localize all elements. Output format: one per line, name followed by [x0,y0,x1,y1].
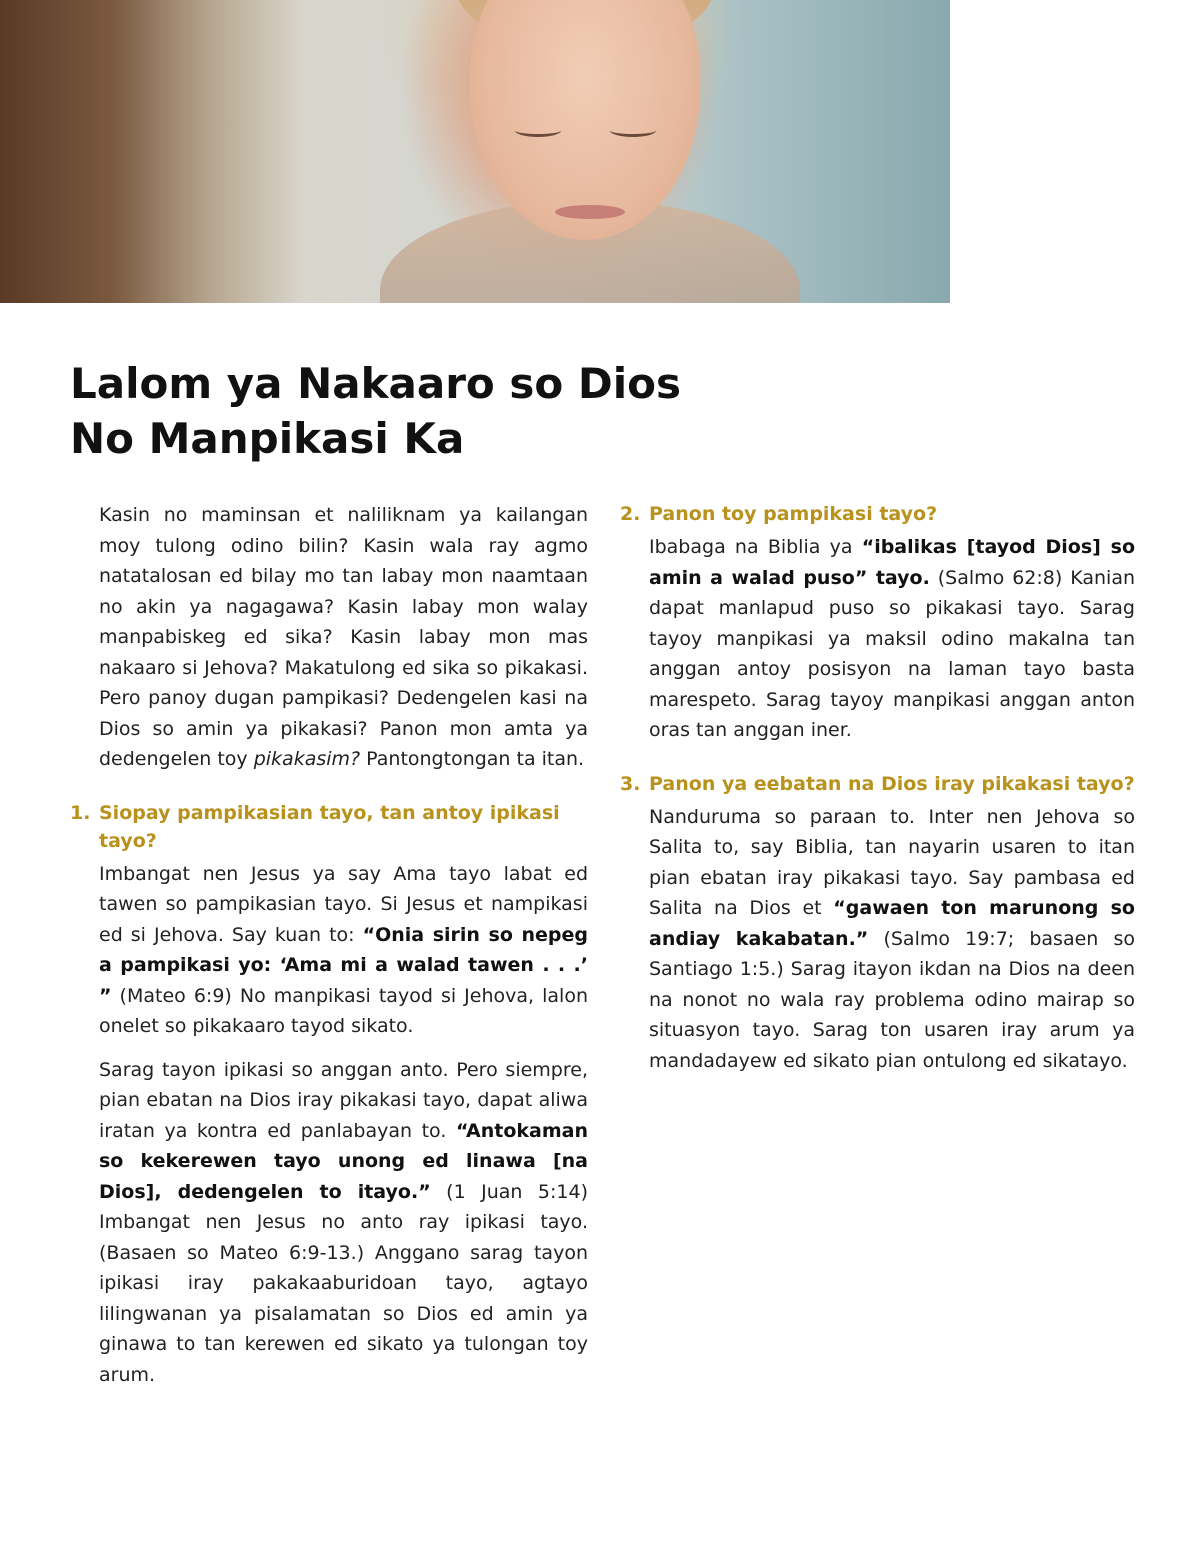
section-2-number: 2. [620,503,641,525]
section-1-paragraph-1 [70,859,588,1042]
section-1-paragraph-2 [70,1055,588,1391]
section-2-heading-text: Panon toy pampikasi tayo? [649,503,938,525]
lesson-number-underline [958,0,1200,303]
section-3-heading [620,770,1135,798]
photo-eye-right [610,124,656,137]
photo-face [470,0,700,240]
section-1-number: 1. [70,801,91,824]
intro-text-b: Pantongtongan ta itan. [360,748,585,770]
photo-lips [555,205,625,219]
s2-text-c: (Salmo 62:8) Kanian dapat manlapud puso so pikakasi tayo. Sarag tayoy manpikasi ya maksil odino makalna tan anggan antoy posisyon na laman tayo basta marespeto. Sarag tayoy manpikasi anggan anton oras tan anggan iner. [649,566,1136,741]
intro-paragraph [70,500,588,775]
section-2-heading [620,500,1135,528]
intro-text-a: Kasin no maminsan et naliliknam ya kailangan moy tulong odino bilin? Kasin wala ray agmo natatalosan ed bilay mo tan labay mon naamtaan no akin ya nagagawa? Kasin labay mon walay manpabiskeg ed sika? Kasin labay mon mas nakaaro si Jehova? Makatulong ed sika so pikakasi. Pero panoy dugan pampikasi? Dedengelen kasi na Dios so amin ya pikakasi? Panon mon amta ya dedengelen toy [99,504,588,770]
page-title-line-1: Lalom ya Nakaaro so Dios [70,359,681,408]
section-3-heading-text: Panon ya eebatan na Dios iray pikakasi tayo? [649,772,1135,795]
left-column [70,500,588,1403]
section-2-paragraph [620,532,1135,746]
s1-p1-text-a: Imbangat nen Jesus ya say Ama tayo labat ed tawen so pampikasian tayo. Si Jesus et nampikasi ed si Jehova. Say kuan to: [99,862,588,946]
section-3-paragraph [620,802,1135,1077]
page-title [70,356,870,466]
page-title-line-2: No Manpikasi Ka [70,414,465,463]
s1-p2-text-a: Sarag tayon ipikasi so anggan anto. Pero siempre, pian ebatan na Dios iray pikakasi tayo, dapat aliwa iratan ya kontra ed panlabayan to. [99,1058,588,1142]
s1-p2-text-c: (1 Juan 5:14) Imbangat nen Jesus no anto ray ipikasi tayo. (Basaen so Mateo 6:9-13.) Anggano sarag tayon ipikasi iray pakakaaburidoan tayo, agtayo lilingwanan ya pisalamatan so Dios ed amin ya ginawa to tan kerewen ed sikato ya tulongan toy arum. [99,1180,589,1386]
section-1-heading [70,799,588,855]
section-1-heading-text: Siopay pampikasian tayo, tan antoy ipikasi tayo? [99,801,560,852]
s3-text-a: Nanduruma so paraan to. Inter nen Jehova so Salita to, say Biblia, tan nayarin usaren to itan pian ebatan iray pikakasi tayo. Say pambasa ed Salita na Dios et [649,805,1135,919]
s3-text-c: (Salmo 19:7; basaen so Santiago 1:5.) Sarag itayon ikdan na Dios na deen na nonot no wala ray problema odino mairap so situasyon tayo. Sarag ton usaren iray arum ya mandadayew ed sikato pian ontulong ed sikatayo. [649,927,1136,1072]
right-column [620,500,1135,1089]
section-3-number: 3. [620,772,641,795]
s1-p2-quote: “Antokaman so kekerewen tayo unong ed linawa [na Dios], dedengelen to itayo.” [99,1119,588,1203]
header-photo [0,0,950,303]
s3-quote: “gawaen ton marunong so andiay kakabatan.” [649,897,1135,950]
s2-quote: “ibalikas [tayod Dios] so amin a walad puso” tayo. [649,536,1135,589]
s1-p1-quote: “Onia sirin so nepeg a pampikasi yo: ‘Ama mi a walad tawen . . .’ ” [99,923,589,1007]
s2-text-a: Ibabaga na Biblia ya [649,536,862,558]
photo-eye-left [515,124,561,137]
s1-p1-text-c: (Mateo 6:9) No manpikasi tayod si Jehova, lalon onelet so pikakaaro tayod sikato. [99,984,588,1037]
intro-emphasis: pikakasim? [253,748,361,770]
